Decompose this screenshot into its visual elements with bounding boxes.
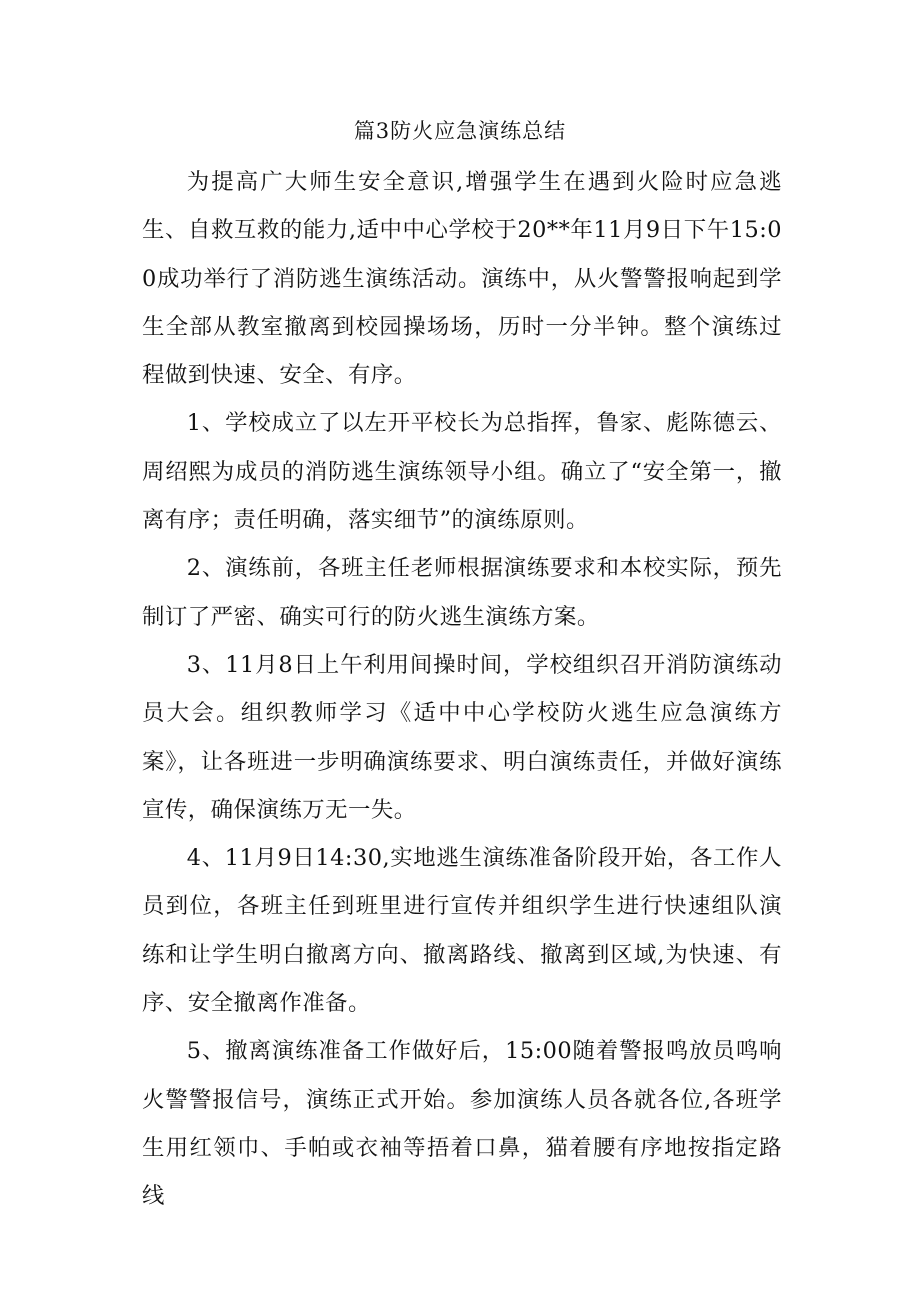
paragraph-item-4: 4、11月9日14:30,实地逃生演练准备阶段开始，各工作人员到位，各班主任到班里进行宣传并组织学生进行快速组队演练和让学生明白撤离方向、撤离路线、撤离到区域,为快速、有序、安全撤离作准备。	[142, 845, 782, 1017]
paragraph-intro: 为提高广大师生安全意识,增强学生在遇到火险时应急逃生、自救互救的能力,适中中心学校于20**年11月9日下午15:00成功举行了消防逃生演练活动。演练中，从火警警报响起到学生全部从教室撤离到校园操场场，历时一分半钟。整个演练过程做到快速、安全、有序。	[142, 169, 782, 389]
paragraph-item-1: 1、学校成立了以左开平校长为总指挥，鲁家、彪陈德云、周绍熙为成员的消防逃生演练领导小组。确立了“安全第一，撤离有序；责任明确，落实细节”的演练原则。	[142, 410, 782, 534]
paragraph-item-3: 3、11月8日上午利用间操时间，学校组织召开消防演练动员大会。组织教师学习《适中中心学校防火逃生应急演练方案》，让各班进一步明确演练要求、明白演练责任，并做好演练宣传，确保演练万无一失。	[142, 651, 782, 823]
document-body	[142, 158, 782, 1221]
paragraph-item-5: 5、撤离演练准备工作做好后，15:00随着警报鸣放员鸣响火警警报信号，演练正式开始。参加演练人员各就各位,各班学生用红领巾、手帕或衣袖等捂着口鼻，猫着腰有序地按指定路线	[142, 1038, 782, 1210]
paragraph-item-2: 2、演练前，各班主任老师根据演练要求和本校实际，预先制订了严密、确实可行的防火逃生演练方案。	[142, 555, 782, 630]
document-title: 篇3防火应急演练总结	[353, 119, 567, 143]
